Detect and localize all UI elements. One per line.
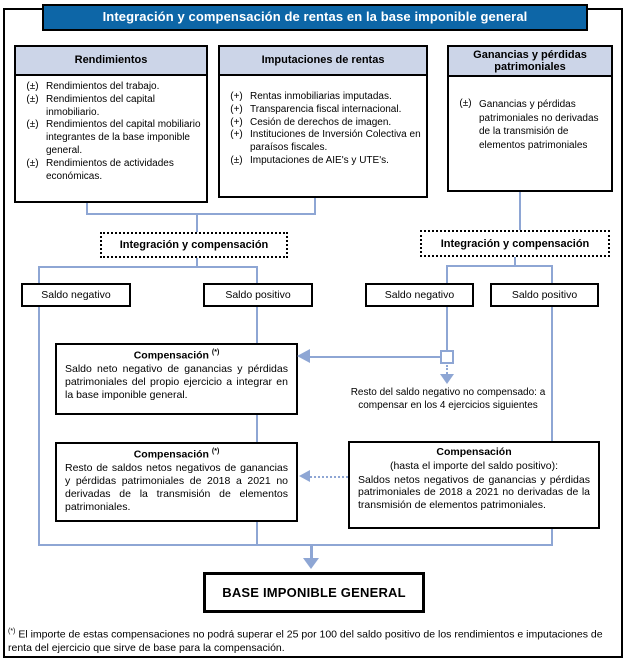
item-text: Ganancias y pérdidas patrimoniales no derivadas de la transmisión de elementos patrimoniales [479, 99, 599, 151]
item-sign: (+) [230, 129, 243, 141]
column-header: Imputaciones de rentas [220, 47, 426, 76]
connector-line [446, 307, 448, 350]
compensation-body: Saldo neto negativo de ganancias y pérdidas patrimoniales del propio ejercicio a integrar en la base imponible general. [65, 363, 288, 401]
compensation-title [65, 448, 288, 461]
title-banner: Integración y compensación de rentas en la base imponible general [42, 4, 588, 31]
column-items [220, 76, 426, 171]
connector-line [551, 265, 553, 283]
item-sign: (±) [230, 154, 243, 166]
resto-note: Resto del saldo negativo no compensado: a compensar en los 4 ejercicios siguientes [350, 387, 546, 411]
dotted-connector [446, 365, 448, 374]
arrow-down-icon [440, 374, 454, 384]
connector-line [551, 307, 553, 441]
list-item [223, 117, 423, 130]
connector-line [256, 415, 258, 442]
list-item [452, 98, 608, 152]
connector-line [196, 213, 198, 232]
column-rendimientos [14, 45, 208, 203]
item-text: Transparencia fiscal internacional. [250, 103, 402, 115]
column-ganancias [447, 45, 613, 192]
item-text: Rendimientos del trabajo. [46, 81, 160, 92]
footnote-text: El importe de estas compensaciones no podrá superar el 25 por 100 del saldo positivo de los rendimientos e imputaciones de renta del ejercicio que sirve de base para la compensación. [8, 628, 603, 655]
footnote-marker: (*) [8, 628, 16, 635]
compensation-body: Saldos netos negativos de ganancias y pérdidas patrimoniales de 2018 a 2021 no derivadas de la transmisión de elementos patrimoniales. [358, 473, 590, 512]
item-text: Imputaciones de AIE's y UTE's. [250, 154, 389, 166]
connector-line [519, 192, 521, 230]
integration-label: Integración y compensación [440, 237, 590, 250]
saldo-label: Saldo positivo [225, 289, 291, 301]
saldo-label: Saldo positivo [511, 289, 578, 301]
connector-line [256, 522, 258, 546]
arrow-down-icon [303, 558, 319, 569]
connector-line [446, 265, 448, 283]
compensation-box-2 [55, 442, 298, 522]
item-text: Rendimientos del capital inmobiliario. [46, 93, 155, 118]
compensation-body: Resto de saldos netos negativos de ganancias y pérdidas patrimoniales de 2018 a 2021 no derivadas de la transmisión de elementos patrimoniales. [65, 462, 288, 513]
connector-line [38, 266, 258, 268]
integration-left-box [100, 232, 288, 258]
list-item [19, 158, 203, 184]
arrow-left-icon [297, 349, 310, 363]
saldo-right-positive [490, 283, 599, 307]
list-item [19, 119, 203, 157]
column-header: Rendimientos [16, 47, 206, 76]
arrow-left-icon [299, 470, 310, 482]
compensation-subtitle: (hasta el importe del saldo positivo): [389, 459, 559, 472]
item-sign: (+) [230, 116, 243, 128]
base-imponible-box [203, 572, 425, 613]
footnote [8, 627, 620, 656]
connector-line [256, 266, 258, 283]
item-text: Rentas inmobiliarias imputadas. [250, 91, 392, 102]
integration-right-box [420, 230, 610, 257]
compensation-title-text: Compensación [133, 349, 209, 362]
list-item [19, 94, 203, 120]
item-sign: (±) [26, 157, 39, 169]
saldo-left-positive [203, 283, 313, 307]
column-header: Ganancias y pérdidas patrimoniales [449, 47, 611, 77]
column-items [16, 76, 206, 186]
item-sign: (±) [26, 93, 39, 105]
list-item [19, 81, 203, 94]
item-text: Rendimientos de actividades económicas. [46, 157, 174, 182]
connector-line [86, 213, 316, 215]
item-sign: (±) [26, 119, 39, 131]
item-sign: (±) [459, 98, 472, 109]
connector-line [38, 544, 553, 546]
dotted-connector [310, 476, 348, 478]
item-text: Rendimientos del capital mobiliario integrantes de la base imponible general. [46, 119, 201, 156]
list-item [223, 104, 423, 117]
connector-line [38, 266, 40, 283]
compensation-title: Compensación [436, 446, 512, 458]
integration-label: Integración y compensación [119, 239, 269, 251]
item-sign: (+) [230, 103, 243, 115]
list-item [223, 129, 423, 155]
square-junction [440, 350, 454, 364]
connector-line [446, 265, 553, 267]
list-item [223, 155, 423, 168]
item-text: Cesión de derechos de imagen. [250, 116, 392, 128]
item-sign: (±) [26, 81, 39, 92]
compensation-box-right [348, 441, 600, 529]
saldo-label: Saldo negativo [384, 289, 455, 301]
connector-line [256, 307, 258, 343]
connector-line [310, 356, 440, 358]
footnote-marker: (*) [211, 448, 220, 455]
compensation-title [65, 349, 288, 362]
item-sign: (+) [230, 91, 243, 102]
compensation-box-1 [55, 343, 298, 415]
connector-line [38, 307, 40, 546]
saldo-right-negative [365, 283, 474, 307]
saldo-label: Saldo negativo [41, 289, 111, 301]
column-items [449, 77, 611, 155]
item-text: Instituciones de Inversión Colectiva en paraísos fiscales. [250, 129, 421, 154]
saldo-left-negative [21, 283, 131, 307]
column-imputaciones [218, 45, 428, 198]
footnote-marker: (*) [211, 349, 220, 356]
list-item [223, 91, 423, 104]
base-imponible-label: BASE IMPONIBLE GENERAL [222, 585, 406, 600]
compensation-title-text: Compensación [133, 448, 209, 461]
